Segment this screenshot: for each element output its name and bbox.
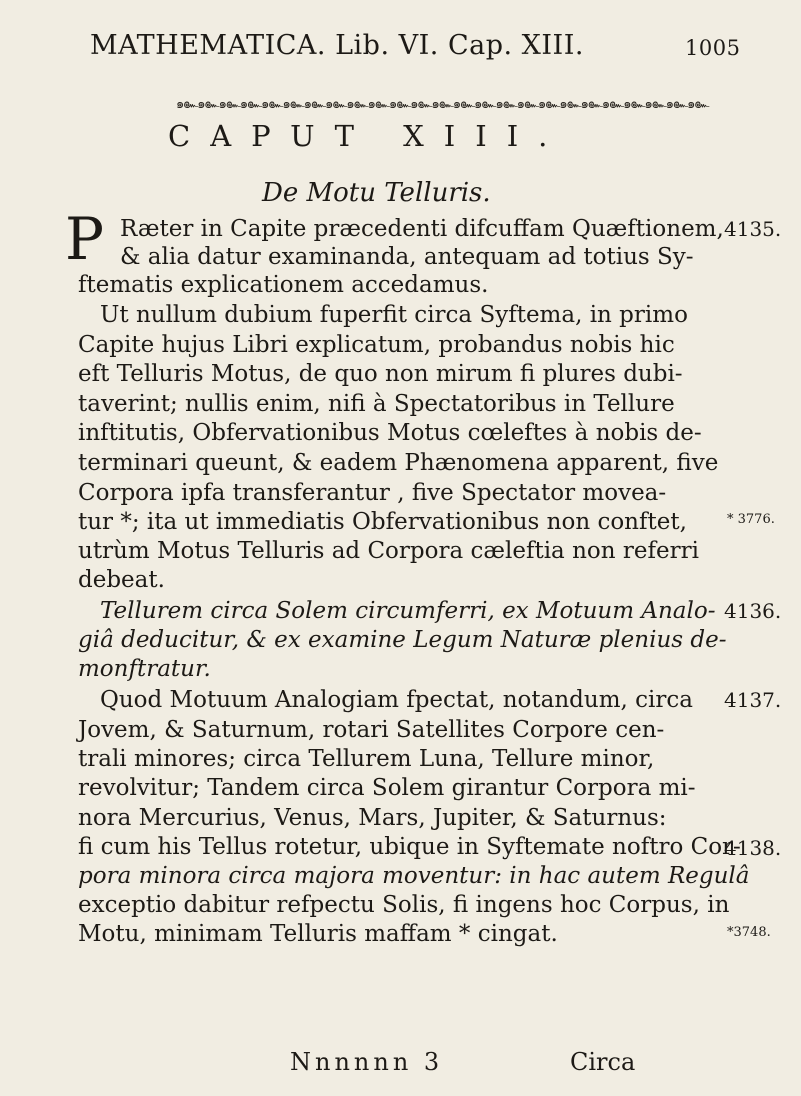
text-line: Motu, minimam Telluris maffam * cingat.	[78, 921, 558, 947]
text-line: fi cum his Tellus rotetur, ubique in Syftemate noftro Cor-	[78, 834, 741, 860]
running-head	[90, 30, 741, 61]
italic-line: Tellurem circa Solem circumferri, ex Motuum Analo-	[100, 598, 716, 624]
text-line: nora Mercurius, Venus, Mars, Jupiter, & Saturnus:	[78, 805, 667, 831]
text-line: terminari queunt, & eadem Phænomena apparent, five	[78, 450, 719, 476]
text-line: ftematis explicationem accedamus.	[78, 272, 489, 298]
text-line: inftitutis, Obfervationibus Motus cœleftes à nobis de-	[78, 420, 702, 446]
signature-mark: Nnnnnn 3	[290, 1048, 444, 1076]
catchword: Circa	[570, 1048, 636, 1076]
italic-line: monftratur.	[78, 656, 211, 682]
text-line: revolvitur; Tandem circa Solem girantur Corpora mi-	[78, 775, 696, 801]
italic-line: giâ deducitur, & ex examine Legum Naturæ plenius de-	[78, 627, 727, 653]
margin-note: * 3776.	[727, 512, 775, 527]
text-line: Ræter in Capite præcedenti difcuffam Quæftionem,	[120, 216, 724, 242]
chapter-subtitle: De Motu Telluris.	[262, 178, 491, 208]
text-line: & alia datur examinanda, antequam ad totius Sy-	[120, 244, 694, 270]
italic-line: pora minora circa majora moventur: in hac autem Regulâ	[78, 863, 750, 889]
text-line: eft Telluris Motus, de quo non mirum fi plures dubi-	[78, 361, 683, 387]
text-line: Capite hujus Libri explicatum, probandus nobis hic	[78, 332, 675, 358]
ornament-band: ๑๛๑๛๑๛๑๛๑๛๑๛๑๛๑๛๑๛๑๛๑๛๑๛๑๛๑๛๑๛๑๛๑๛๑๛๑๛๑๛๑๛๑๛๑๛๑๛๑๛	[176, 97, 709, 112]
text-line: exceptio dabitur refpectu Solis, fi ingens hoc Corpus, in	[78, 892, 730, 918]
text-line: taverint; nullis enim, nifi à Spectatoribus in Tellure	[78, 391, 675, 417]
margin-note: 4136.	[724, 599, 782, 623]
margin-note: 4135.	[724, 217, 782, 241]
page-number: 1005	[685, 36, 741, 60]
chapter-title: CAPUT XIII.	[168, 119, 568, 153]
text-line: Corpora ipfa transferantur , five Spectator movea-	[78, 480, 667, 506]
text-line: Ut nullum dubium fuperfit circa Syftema, in primo	[100, 302, 688, 328]
text-line: debeat.	[78, 567, 165, 593]
text-line: utrùm Motus Telluris ad Corpora cæleftia non referri	[78, 538, 699, 564]
text-line: Quod Motuum Analogiam fpectat, notandum, circa	[100, 687, 693, 713]
running-head-text: MATHEMATICA. Lib. VI. Cap. XIII.	[90, 30, 584, 61]
text-line: Jovem, & Saturnum, rotari Satellites Corpore cen-	[78, 717, 665, 743]
margin-note: 4138.	[724, 836, 782, 860]
margin-note: *3748.	[727, 925, 771, 940]
text-line: trali minores; circa Tellurem Luna, Tellure minor,	[78, 746, 655, 772]
drop-cap: P	[65, 205, 105, 273]
margin-note: 4137.	[724, 688, 782, 712]
text-line: tur *; ita ut immediatis Obfervationibus non conftet,	[78, 509, 687, 535]
